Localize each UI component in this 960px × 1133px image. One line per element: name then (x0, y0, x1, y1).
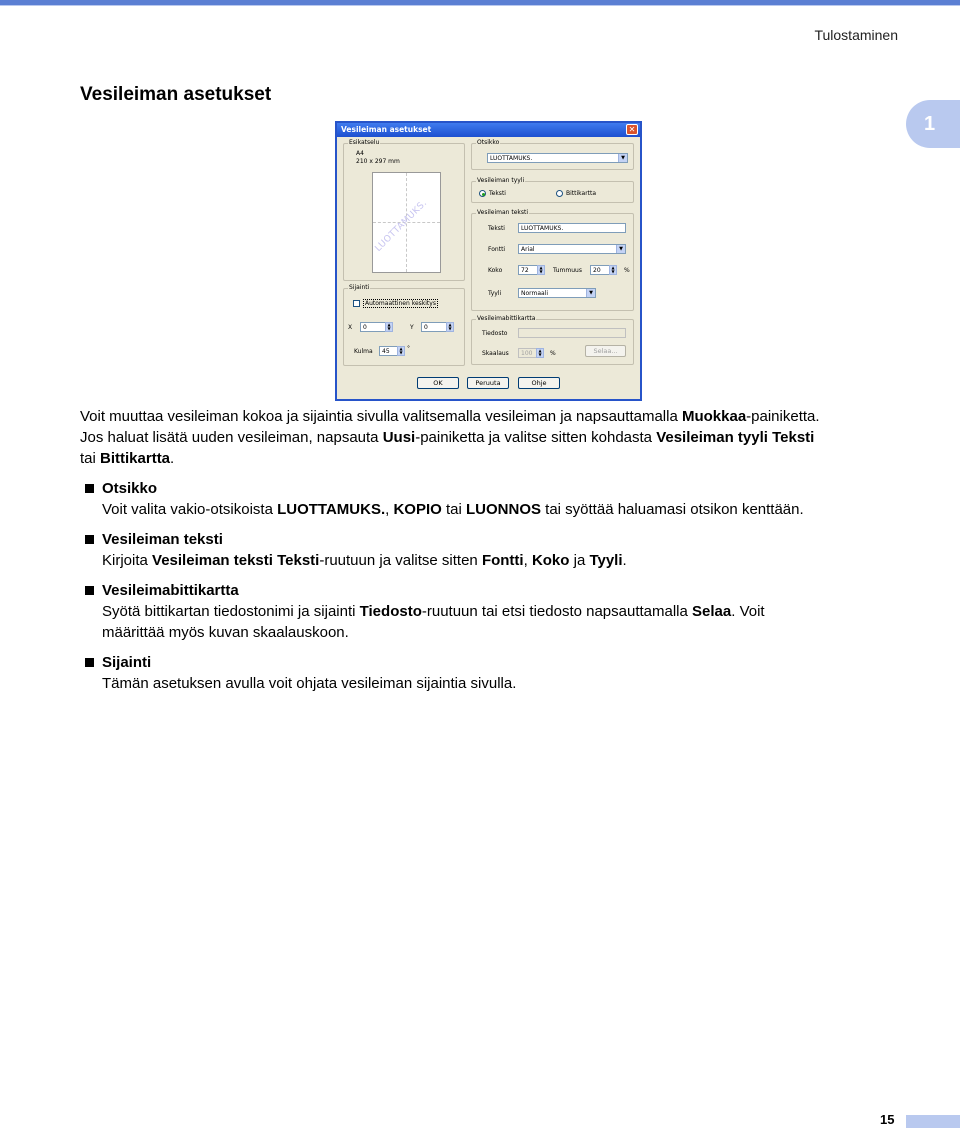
font-dropdown[interactable]: Arial ▼ (518, 244, 626, 254)
chevron-down-icon: ▼ (616, 245, 625, 253)
bullet-heading: Sijainti (80, 652, 940, 673)
y-label: Y (410, 324, 414, 331)
paper-size: A4 (356, 150, 364, 157)
bullet-heading: Vesileimabittikartta (80, 580, 940, 601)
bullet-heading: Vesileiman teksti (80, 529, 940, 550)
caption-group-label: Otsikko (477, 139, 500, 146)
bullet-text: Voit valita vakio-otsikoista LUOTTAMUKS., KOPIO tai LUONNOS tai syöttää haluamasi otsikon kenttään. (102, 501, 804, 518)
close-icon[interactable]: ✕ (626, 124, 638, 135)
header-rule-accent (0, 5, 960, 6)
angle-label: Kulma (354, 348, 373, 355)
size-spinner[interactable]: ▲ ▼ (537, 265, 545, 275)
ok-button[interactable]: OK (417, 377, 459, 389)
file-input[interactable] (518, 328, 626, 338)
running-header: Tulostaminen (814, 27, 898, 43)
bullet-item (80, 529, 940, 571)
y-spinner[interactable]: ▲ ▼ (446, 322, 454, 332)
bitmap-style-radio[interactable] (556, 190, 563, 197)
darkness-label: Tummuus (553, 267, 582, 274)
bullet-item (80, 580, 940, 643)
dialog-title-bar (337, 123, 640, 137)
help-button[interactable]: Ohje (518, 377, 560, 389)
scale-input[interactable]: 100 (518, 348, 537, 358)
scale-spinner[interactable]: ▲ ▼ (536, 348, 544, 358)
scale-label: Skaalaus (482, 350, 509, 357)
scale-unit: % (550, 350, 556, 357)
watermark-bitmap-group (471, 315, 634, 365)
square-bullet-icon (85, 658, 94, 667)
watermark-bitmap-group-label: Vesileimabittikartta (477, 315, 536, 322)
caption-dropdown[interactable]: LUOTTAMUKS. ▼ (487, 153, 628, 163)
bullet-text: Syötä bittikartan tiedostonimi ja sijainti Tiedosto-ruutuun tai etsi tiedosto napsauttamalla Selaa. Voit määrittää myös kuvan skaalauskoon. (102, 603, 765, 641)
watermark-text-input[interactable]: LUOTTAMUKS. (518, 223, 626, 233)
dialog-title: Vesileiman asetukset (341, 125, 432, 134)
chevron-down-icon: ▼ (586, 289, 595, 297)
bullet-text: Kirjoita Vesileiman teksti Teksti-ruutuun ja valitse sitten Fontti, Koko ja Tyyli. (102, 552, 627, 569)
cancel-button[interactable]: Peruuta (467, 377, 509, 389)
bullet-text: Tämän asetuksen avulla voit ohjata vesileiman sijaintia sivulla. (102, 675, 517, 692)
file-label: Tiedosto (482, 330, 508, 337)
body-content (80, 406, 940, 703)
page-preview (372, 172, 441, 273)
style-label: Tyyli (488, 290, 502, 297)
intro-paragraph: Voit muuttaa vesileiman kokoa ja sijaintia sivulla valitsemalla vesileiman ja napsauttamalla Muokkaa-painiketta. Jos haluat lisätä uuden vesileiman, napsauta Uusi-painiketta ja valitse sitten kohdasta Vesileiman tyyli Teksti tai Bittikartta. (80, 408, 820, 467)
position-group-label: Sijainti (349, 284, 370, 291)
bitmap-style-label: Bittikartta (566, 190, 597, 197)
square-bullet-icon (85, 484, 94, 493)
x-input[interactable]: 0 (360, 322, 386, 332)
style-dropdown[interactable]: Normaali ▼ (518, 288, 596, 298)
angle-input[interactable]: 45 (379, 346, 398, 356)
x-label: X (348, 324, 353, 331)
page-number: 15 (880, 1112, 895, 1127)
chevron-down-icon: ▼ (618, 154, 627, 162)
watermark-settings-dialog (335, 121, 642, 401)
angle-unit: ° (407, 345, 410, 352)
auto-center-checkbox[interactable] (353, 300, 360, 307)
text-style-label: Teksti (489, 190, 506, 197)
watermark-text-group-label: Vesileiman teksti (477, 209, 529, 216)
size-label: Koko (488, 267, 503, 274)
preview-group-label: Esikatselu (349, 139, 380, 146)
size-input[interactable]: 72 (518, 265, 538, 275)
darkness-unit: % (624, 267, 630, 274)
square-bullet-icon (85, 586, 94, 595)
preview-watermark: LUOTTAMUKS. (373, 198, 430, 254)
x-spinner[interactable]: ▲ ▼ (385, 322, 393, 332)
bullet-item (80, 652, 940, 694)
angle-spinner[interactable]: ▲ ▼ (397, 346, 405, 356)
auto-center-label: Automaattinen keskitys (365, 300, 436, 307)
darkness-input[interactable]: 20 (590, 265, 610, 275)
watermark-style-group-label: Vesileiman tyyli (477, 177, 525, 184)
section-title: Vesileiman asetukset (80, 84, 272, 105)
chapter-tab: 1 (906, 100, 960, 148)
browse-button[interactable]: Selaa... (585, 345, 626, 357)
footer-accent-bar (906, 1115, 960, 1128)
font-label: Fontti (488, 246, 506, 253)
bullet-item (80, 478, 940, 520)
text-style-radio[interactable] (479, 190, 486, 197)
text-label: Teksti (488, 225, 505, 232)
darkness-spinner[interactable]: ▲ ▼ (609, 265, 617, 275)
y-input[interactable]: 0 (421, 322, 447, 332)
paper-dimensions: 210 x 297 mm (356, 158, 400, 165)
square-bullet-icon (85, 535, 94, 544)
bullet-heading: Otsikko (80, 478, 940, 499)
